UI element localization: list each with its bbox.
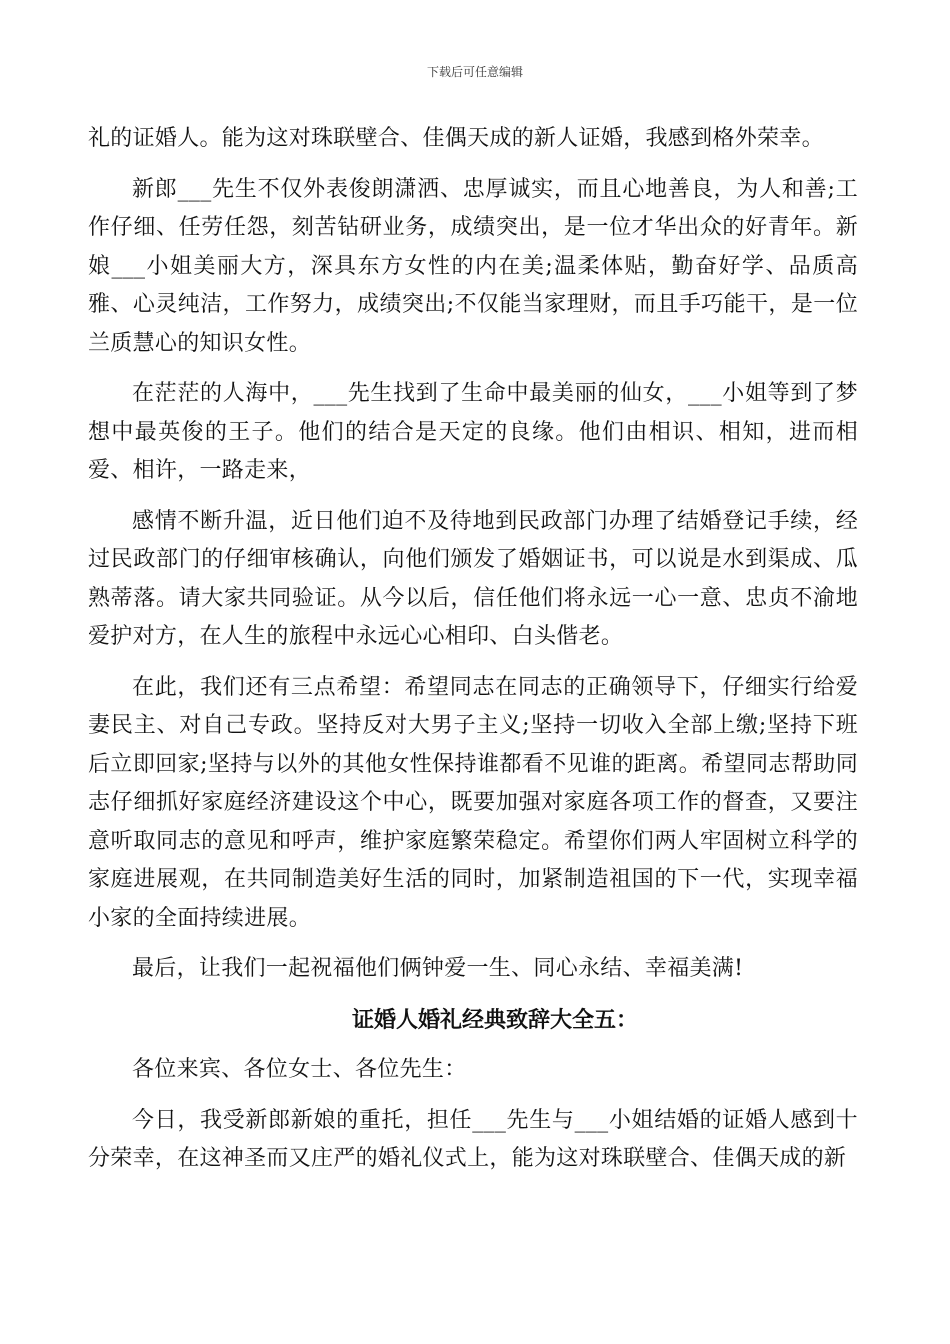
paragraph-marriage-registration: 感情不断升温，近日他们迫不及待地到民政部门办理了结婚登记手续，经过民政部门的仔细审核确认，向他们颁发了婚姻证书，可以说是水到渠成、瓜熟蒂落。请大家共同验证。从今以后，信任他们将永远一心一意、忠贞不渝地爱护对方，在人生的旅程中永远心心相印、白头偕老。 [88,508,858,649]
paragraph-opening: 今日，我受新郎新娘的重托，担任___先生与___小姐结婚的证婚人感到十分荣幸，在这神圣而又庄严的婚礼仪式上，能为这对珠联壁合、佳偶天成的新 [88,1107,858,1171]
paragraph-meeting: 在茫茫的人海中，___先生找到了生命中最美丽的仙女，___小姐等到了梦想中最英俊的王子。他们的结合是天定的良缘。他们由相识、相知，进而相爱、相许，一路走来， [88,381,858,483]
paragraph-couple-description: 新郎___先生不仅外表俊朗潇洒、忠厚诚实，而且心地善良，为人和善;工作仔细、任劳任怨，刻苦钻研业务，成绩突出，是一位才华出众的好青年。新娘___小姐美丽大方，深具东方女性的内在美;温柔体贴，勤奋好学、品质高雅、心灵纯洁，工作努力，成绩突出;不仅能当家理财，而且手巧能干，是一位兰质慧心的知识女性。 [88,176,858,356]
page-header-note: 下载后可任意编辑 [426,65,523,79]
section-heading: 证婚人婚礼经典致辞大全五： [351,1006,638,1033]
paragraph-wishes: 在此，我们还有三点希望：希望同志在同志的正确领导下，仔细实行给爱妻民主、对自己专政。坚持反对大男子主义;坚持一切收入全部上缴;坚持下班后立即回家;坚持与以外的其他女性保持谁都看不见谁的距离。希望同志帮助同志仔细抓好家庭经济建设这个中心，既要加强对家庭各项工作的督查，又要注意听取同志的意见和呼声，维护家庭繁荣稳定。希望你们两人牢固树立科学的家庭进展观，在共同制造美好生活的同时，加紧制造祖国的下一代，实现幸福小家的全面持续进展。 [88,674,858,931]
document-body [88,120,858,1191]
paragraph-blessing: 最后，让我们一起祝福他们俩钟爱一生、同心永结、幸福美满! [132,956,744,981]
paragraph-greeting: 各位来宾、各位女士、各位先生： [132,1057,467,1082]
paragraph-continuation: 礼的证婚人。能为这对珠联壁合、佳偶天成的新人证婚，我感到格外荣幸。 [88,126,824,151]
